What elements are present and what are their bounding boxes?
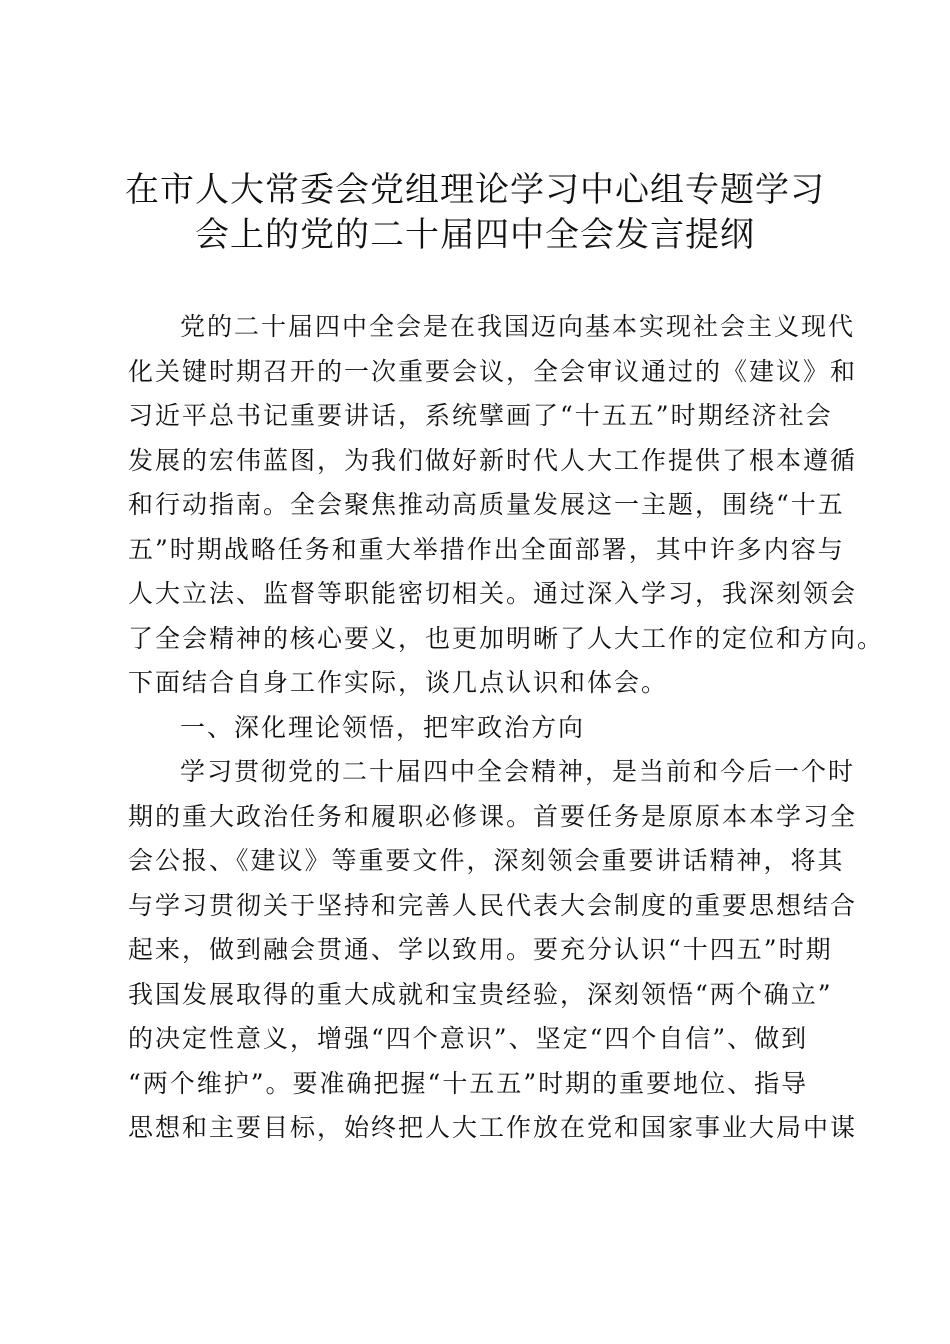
document-title-line-1: 在市人大常委会党组理论学习中心组专题学习 [125,170,825,210]
paragraph-1-line: 发展的宏伟蓝图，为我们做好新时代人大工作提供了根本遵循 [128,446,858,475]
paragraph-1-line: 化关键时期召开的一次重要会议，全会审议通过的《建议》和 [128,357,858,386]
paragraph-1-line: 人大立法、监督等职能密切相关。通过深入学习，我深刻领会 [128,579,858,608]
paragraph-1-line: 习近平总书记重要讲话，系统擘画了“十五五”时期经济社会 [128,401,833,430]
document-title-line-2: 会上的党的二十届四中全会发言提纲 [195,215,755,255]
paragraph-2-line: 思想和主要目标，始终把人大工作放在党和国家事业大局中谋 [128,1113,858,1142]
paragraph-2-line: 会公报、《建议》等重要文件，深刻领会重要讲话精神，将其 [128,846,845,875]
paragraph-1-line: 和行动指南。全会聚焦推动高质量发展这一主题，围绕“十五 [128,490,845,519]
paragraph-2-line: 学习贯彻党的二十届四中全会精神，是当前和今后一个时 [180,757,856,786]
paragraph-2-line: 起来，做到融会贯通、学以致用。要充分认识“十四五”时期 [128,935,833,964]
paragraph-1-line: 了全会精神的核心要义，也更加明晰了人大工作的定位和方向。 [128,624,885,653]
paragraph-2-line: 我国发展取得的重大成就和宝贵经验，深刻领悟“两个确立” [128,980,833,1009]
paragraph-2-line: 期的重大政治任务和履职必修课。首要任务是原原本本学习全 [128,802,858,831]
paragraph-1-line: 下面结合自身工作实际，谈几点认识和体会。 [128,668,669,697]
paragraph-1-line: 党的二十届四中全会是在我国迈向基本实现社会主义现代 [180,312,856,341]
section-heading-1: 一、深化理论领悟，把牢政治方向 [180,713,586,742]
paragraph-2-line: 的决定性意义，增强“四个意识”、坚定“四个自信”、做到 [128,1024,809,1053]
paragraph-2-line: “两个维护”。要准确把握“十五五”时期的重要地位、指导 [128,1069,809,1098]
paragraph-2-line: 与学习贯彻关于坚持和完善人民代表大会制度的重要思想结合 [128,891,858,920]
paragraph-1-line: 五”时期战略任务和重大举措作出全面部署，其中许多内容与 [128,535,845,564]
